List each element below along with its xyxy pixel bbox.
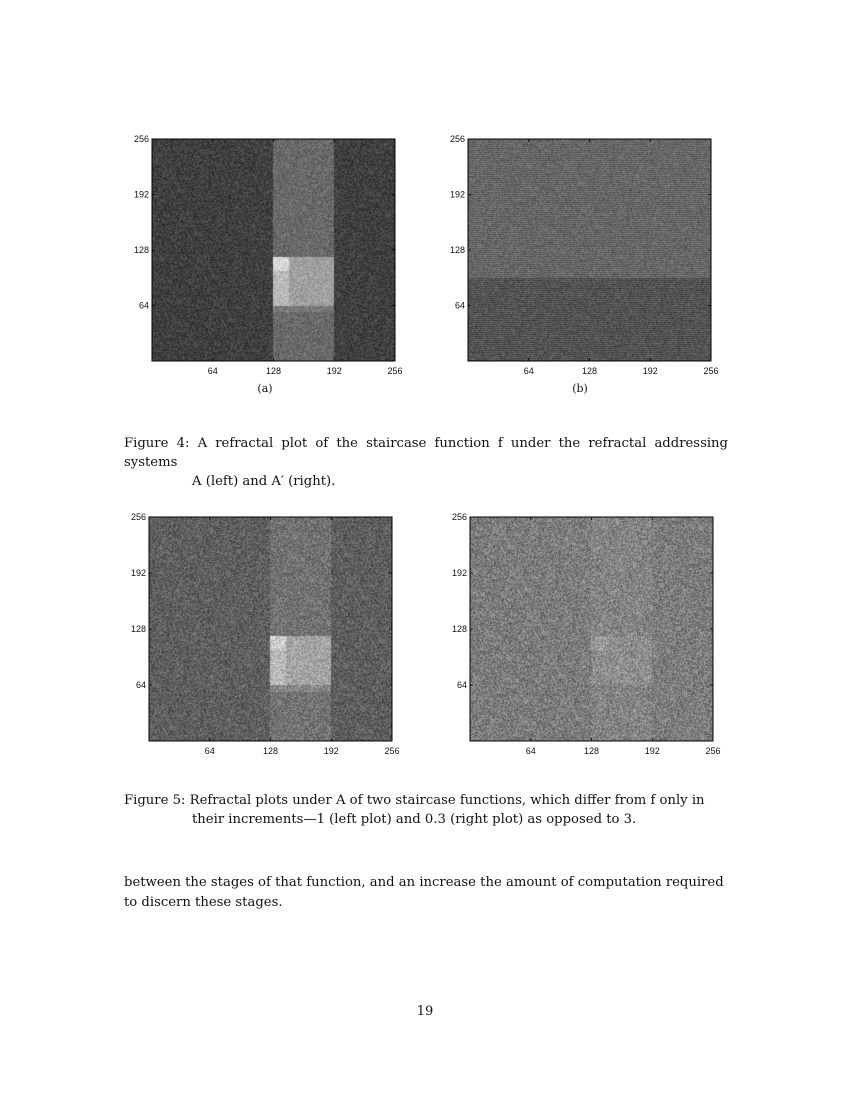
y-tick-label: 192 <box>449 189 465 200</box>
heatmap-image <box>149 517 392 741</box>
figure-5-caption-line2: their increments—1 (left plot) and 0.3 (right plot) as opposed to 3. <box>192 812 637 827</box>
x-tick-label: 64 <box>523 366 534 376</box>
y-tick-label: 64 <box>138 300 149 311</box>
figure-5-left-svg <box>100 500 420 760</box>
x-tick-label: 192 <box>326 366 342 376</box>
x-tick-label: 128 <box>265 366 282 376</box>
figure-4-caption-line1: A refractal plot of the staircase function f under the refractal addressing systems <box>124 436 728 470</box>
x-tick-label: 64 <box>525 746 536 756</box>
y-tick-label: 192 <box>130 568 146 578</box>
x-tick-label: 64 <box>204 746 215 756</box>
y-tick-label: 128 <box>451 624 467 634</box>
figure-4b-plot <box>417 120 737 380</box>
figure-5-caption <box>124 791 728 829</box>
y-tick-label: 256 <box>451 512 467 522</box>
figure-4b-svg <box>417 120 737 380</box>
heatmap-image <box>152 139 395 361</box>
x-tick-label: 256 <box>705 746 721 756</box>
figure-5-right-plot <box>420 500 740 760</box>
figure-5-caption-line1: Refractal plots under A of two staircase functions, which differ from f only in <box>189 793 705 808</box>
y-tick-label: 256 <box>133 134 149 144</box>
body-line-2: to discern these stages. <box>124 895 283 910</box>
figure-4a-svg <box>100 120 420 380</box>
body-paragraph <box>124 873 728 913</box>
subplot-label-a: (a) <box>257 382 273 395</box>
x-tick-label: 128 <box>583 746 600 756</box>
figure-4a-plot <box>100 120 420 380</box>
heatmap-image <box>470 517 713 741</box>
figure-4-caption-line2: A (left) and A′ (right). <box>192 474 336 489</box>
y-tick-label: 256 <box>449 134 465 144</box>
x-tick-label: 256 <box>384 746 400 756</box>
x-tick-label: 256 <box>703 366 719 376</box>
figure-4-caption <box>124 434 728 491</box>
subplot-label-b: (b) <box>572 382 588 395</box>
y-tick-label: 192 <box>451 568 467 578</box>
body-line-1: between the stages of that function, and an increase the amount of computation required <box>124 875 724 890</box>
figure-5-left-plot <box>100 500 420 760</box>
x-tick-label: 128 <box>581 366 598 376</box>
x-tick-label: 192 <box>644 746 660 756</box>
heatmap-image <box>468 139 711 361</box>
x-tick-label: 64 <box>207 366 218 376</box>
figure-5-label: Figure 5: <box>124 793 186 808</box>
y-tick-label: 128 <box>449 245 465 255</box>
y-tick-label: 64 <box>454 300 465 311</box>
page-number: 19 <box>416 1004 434 1019</box>
x-tick-label: 192 <box>323 746 339 756</box>
y-tick-label: 128 <box>133 245 149 255</box>
x-tick-label: 192 <box>642 366 658 376</box>
y-tick-label: 256 <box>130 512 146 522</box>
x-tick-label: 256 <box>387 366 403 376</box>
figure-5-right-svg <box>420 500 740 760</box>
y-tick-label: 192 <box>133 189 149 200</box>
y-tick-label: 64 <box>456 680 467 690</box>
x-tick-label: 128 <box>262 746 279 756</box>
figure-4-label: Figure 4: <box>124 436 190 451</box>
y-tick-label: 128 <box>130 624 146 634</box>
y-tick-label: 64 <box>135 680 146 690</box>
